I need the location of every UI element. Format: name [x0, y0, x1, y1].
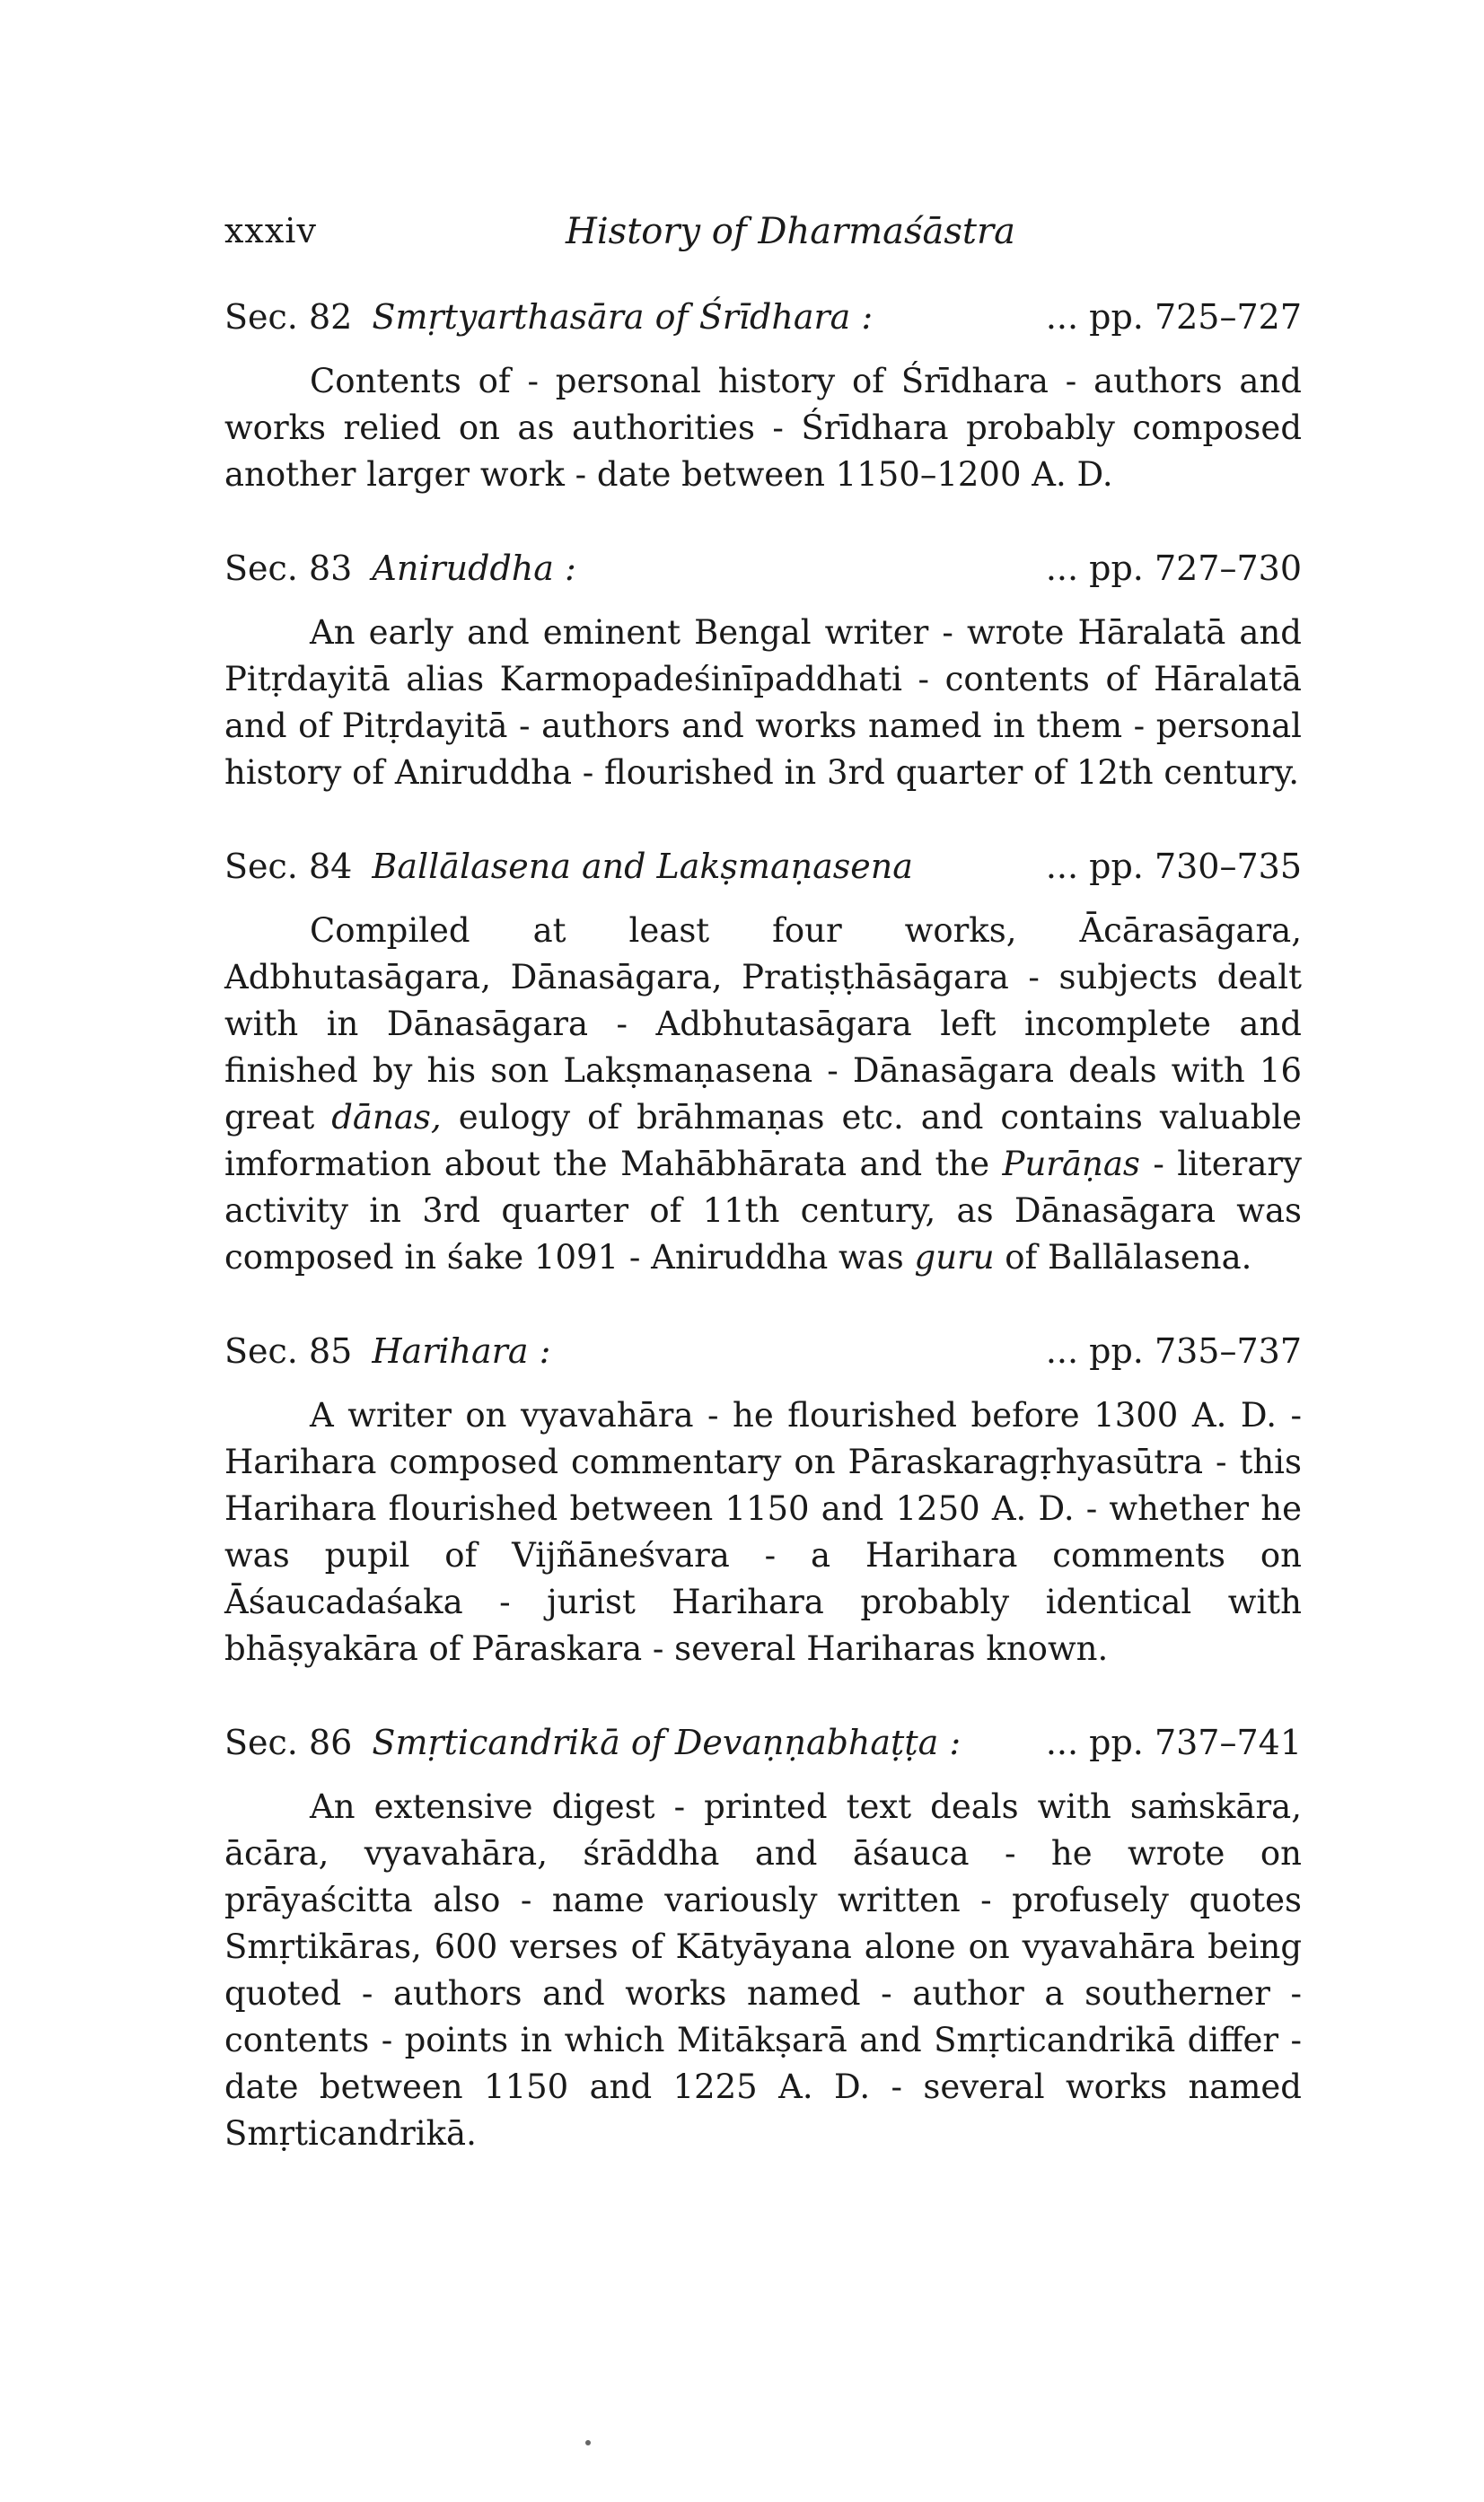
page-number: xxxiv	[224, 211, 317, 250]
section-heading	[224, 1717, 1302, 1768]
summary-text: eulogy of brāhmaṇas etc. and contains valuable imformation about the Mahābhārata and the	[224, 1098, 1302, 1183]
section-number: Sec. 86	[224, 1723, 353, 1762]
section-86	[224, 1717, 1302, 2157]
section-85	[224, 1326, 1302, 1672]
running-head	[224, 211, 1302, 265]
section-title: Smṛticandrikā of Devaṇṇabhaṭṭa :	[372, 1723, 962, 1762]
page-content	[224, 211, 1302, 2190]
section-summary: An early and eminent Bengal writer - wrote Hāralatā and Pitṛdayitā alias Karmopadeśinīpaddhati - contents of Hāralatā and of Pitṛdayitā - authors and works named in them - personal history of Aniruddha - flourished in 3rd quarter of 12th century.	[224, 613, 1302, 792]
section-number: Sec. 84	[224, 847, 353, 886]
page-range: ... pp. 730–735	[1045, 847, 1302, 886]
section-number: Sec. 83	[224, 549, 353, 588]
section-title: Harihara :	[372, 1331, 551, 1371]
section-84	[224, 841, 1302, 1281]
section-heading	[224, 543, 1302, 593]
section-heading	[224, 841, 1302, 891]
summary-text: Compiled at least four works, Ācārasāgara, Adbhutasāgara, Dānasāgara, Pratiṣṭhāsāgara - subjects dealt with in Dānasāgara - Adbhutasāgara left incomplete and finished by his son Lakṣmaṇasena - Dānasāgara deals with 16 great	[224, 911, 1302, 1137]
section-title: Smṛtyarthasāra of Śrīdhara :	[372, 297, 874, 337]
section-summary	[224, 908, 1302, 1281]
section-summary: A writer on vyavahāra - he flourished before 1300 A. D. - Harihara composed commentary on Pāraskaragṛhyasūtra - this Harihara flourished between 1150 and 1250 A. D. - whether he was pupil of Vijñāneśvara - a Harihara comments on Āśaucadaśaka - jurist Harihara probably identical with bhāṣyakāra of Pāraskara - several Hariharas known.	[224, 1396, 1302, 1668]
section-number: Sec. 82	[224, 297, 353, 337]
section-summary: An extensive digest - printed text deals with saṁskāra, ācāra, vyavahāra, śrāddha and āśauca - he wrote on prāyaścitta also - name variously written - profusely quotes Smṛtikāras, 600 verses of Kātyāyana alone on vyavahāra being quoted - authors and works named - author a southerner - contents - points in which Mitākṣarā and Smṛticandrikā differ - date between 1150 and 1225 A. D. - several works named Smṛticandrikā.	[224, 1787, 1302, 2153]
section-82	[224, 292, 1302, 498]
section-83	[224, 543, 1302, 796]
page-range: ... pp. 725–727	[1045, 297, 1302, 337]
section-label	[224, 292, 873, 342]
section-label	[224, 1326, 550, 1376]
section-heading	[224, 1326, 1302, 1376]
section-label	[224, 1717, 961, 1768]
summary-term: guru	[914, 1238, 995, 1277]
section-title: Aniruddha :	[372, 549, 576, 588]
section-number: Sec. 85	[224, 1331, 353, 1371]
page-range: ... pp. 727–730	[1045, 549, 1302, 588]
page-range: ... pp. 737–741	[1045, 1723, 1302, 1762]
section-summary: Contents of - personal history of Śrīdhara - authors and works relied on as authorities - Śrīdhara probably composed another larger work - date between 1150–1200 A. D.	[224, 362, 1302, 494]
summary-term: dānas,	[331, 1098, 442, 1137]
summary-text: of Ballālasena.	[994, 1238, 1252, 1277]
summary-term: Purāṇas	[1002, 1145, 1140, 1183]
section-title: Ballālasena and Lakṣmaṇasena	[372, 847, 913, 886]
page-range: ... pp. 735–737	[1045, 1331, 1302, 1371]
print-speck	[585, 2440, 591, 2445]
section-label	[224, 841, 913, 891]
summary-text: - literary activity in 3rd quarter of 11th century, as Dānasāgara was composed in śake 1091 - Aniruddha was	[224, 1145, 1302, 1277]
book-title: History of Dharmaśāstra	[566, 211, 1015, 252]
section-label	[224, 543, 576, 593]
section-heading	[224, 292, 1302, 342]
